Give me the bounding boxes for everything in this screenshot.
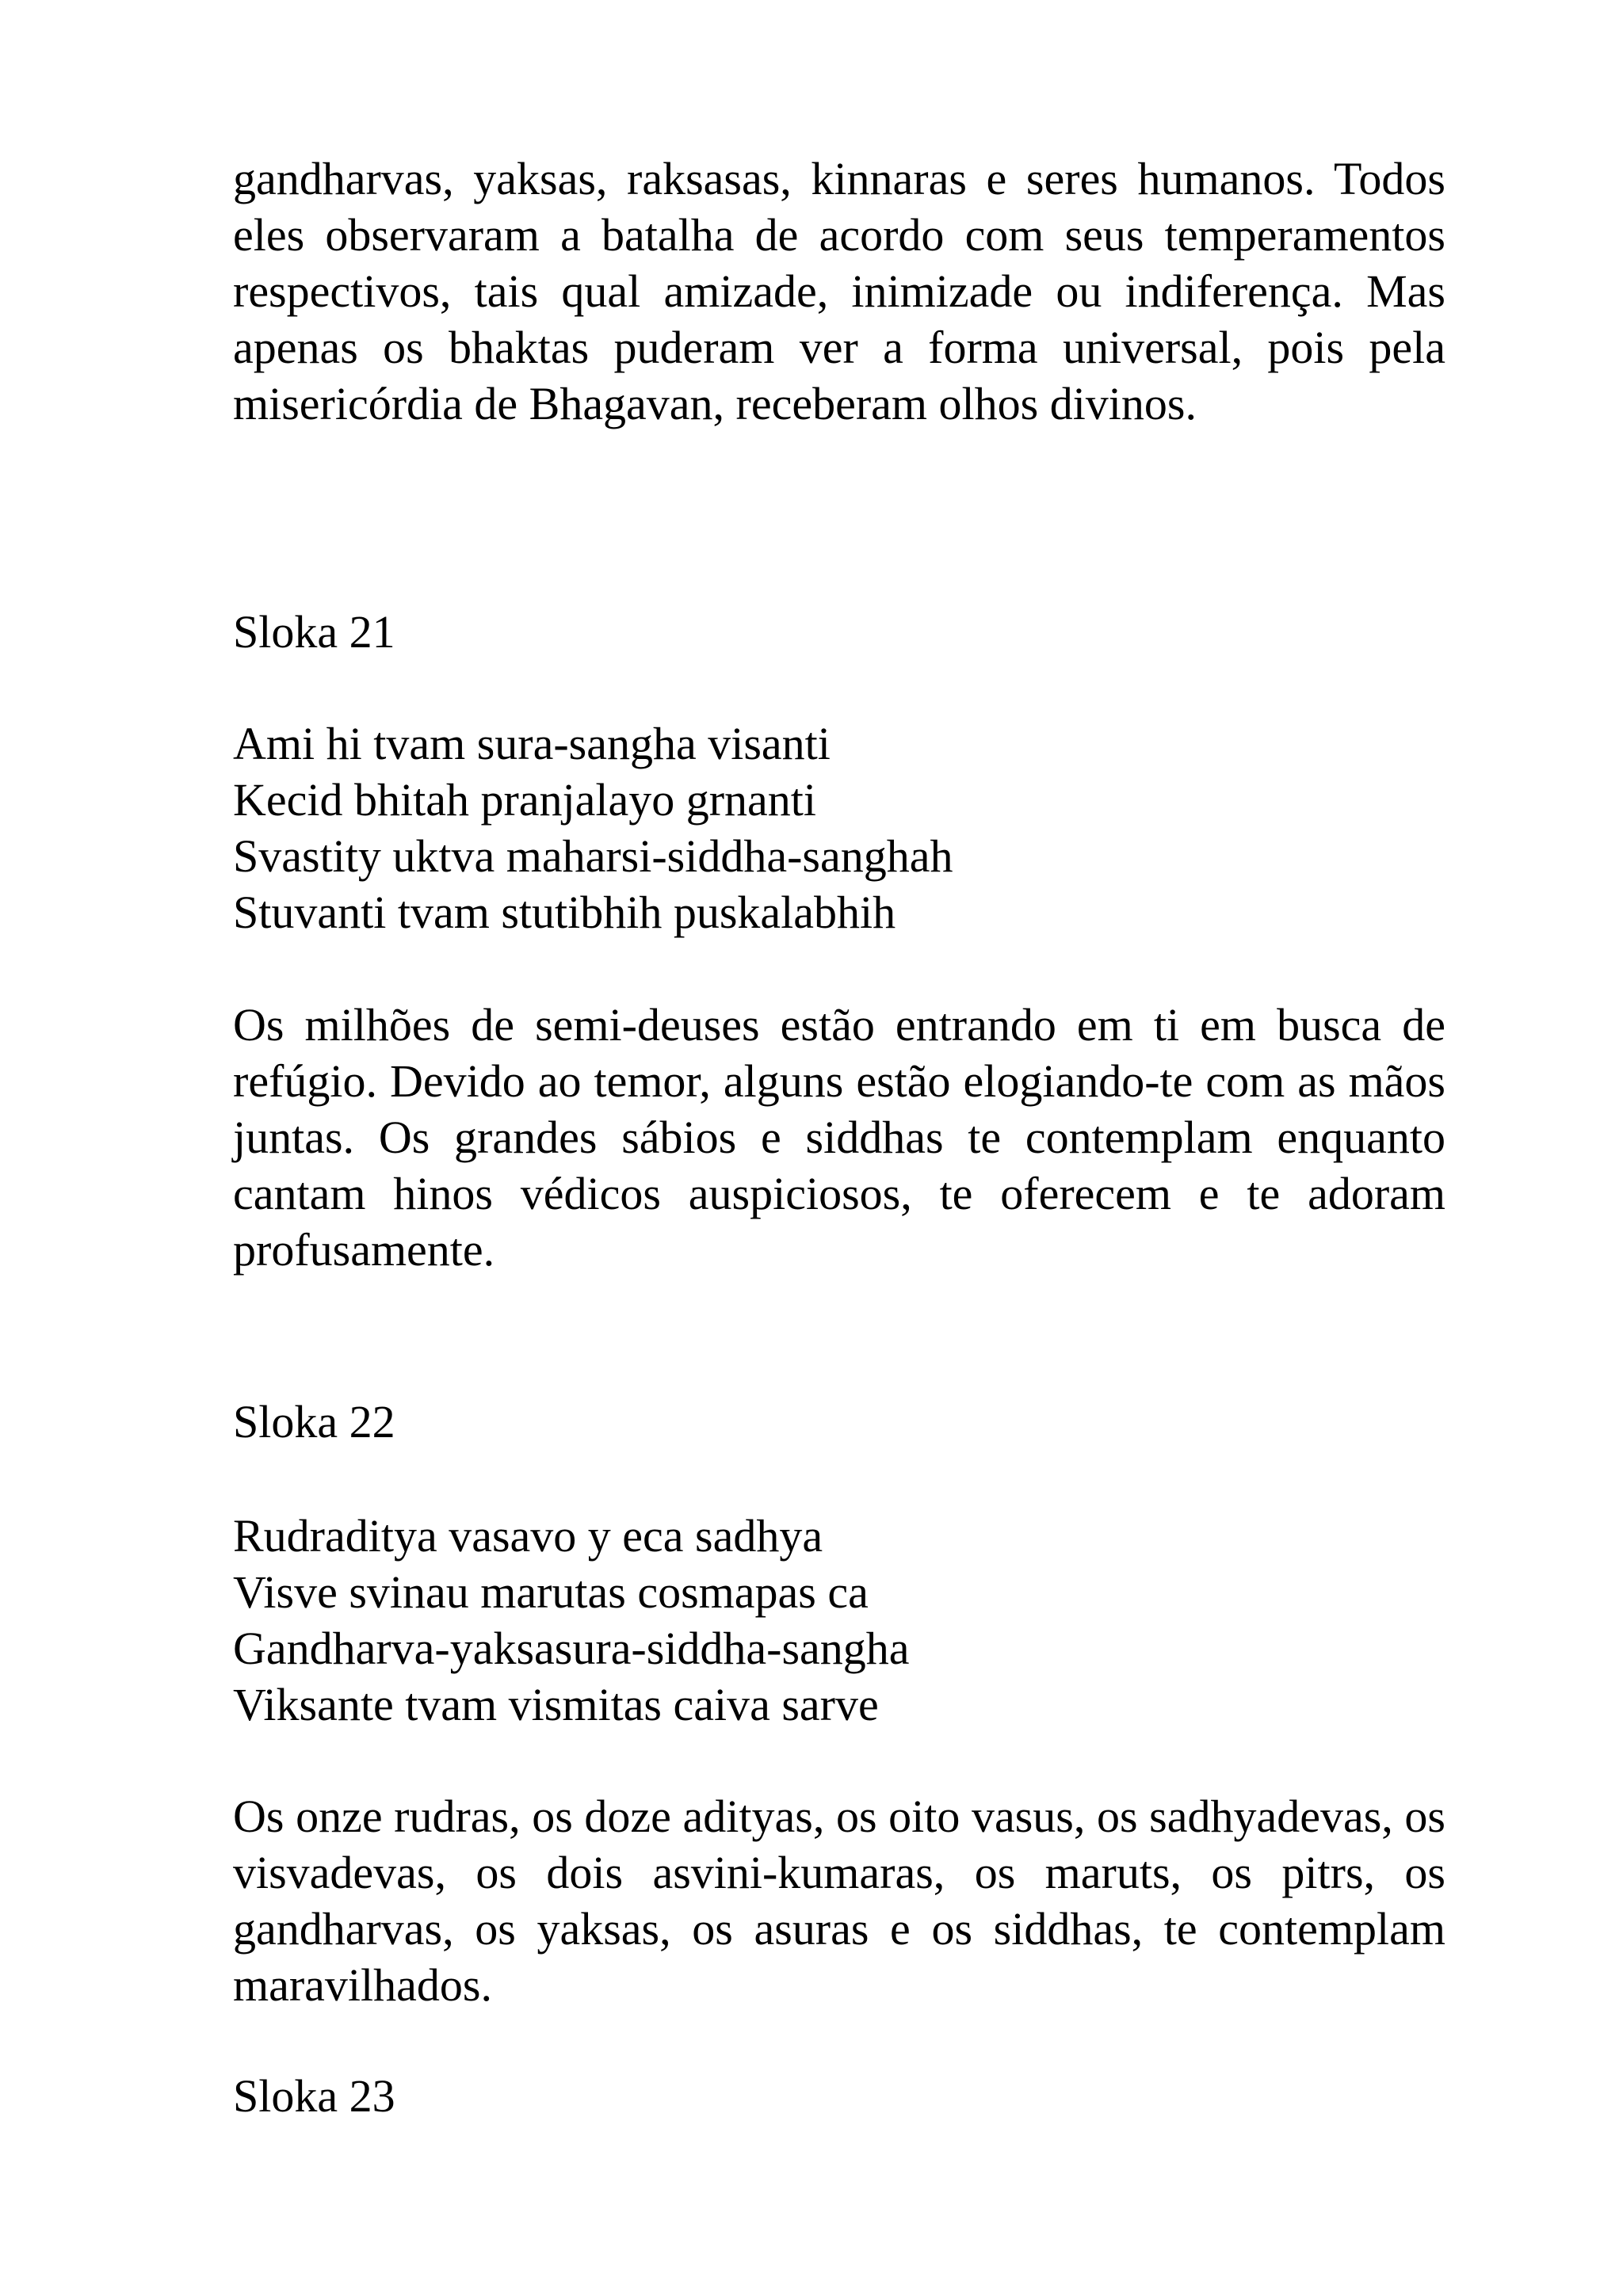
verse-line: Rudraditya vasavo y eca sadhya <box>233 1510 823 1562</box>
sloka-22-heading: Sloka 22 <box>233 1396 395 1447</box>
sloka-22-verse <box>233 1508 1445 1733</box>
sloka-23-heading: Sloka 23 <box>233 2070 395 2122</box>
sloka-21-heading: Sloka 21 <box>233 606 395 658</box>
verse-line: Viksante tvam vismitas caiva sarve <box>233 1679 879 1730</box>
sloka-22-translation: Os onze rudras, os doze adityas, os oito vasus, os sadhyadevas, os visvadevas, os dois asvini-kumaras, os maruts, os pitrs, os gandharvas, os yaksas, os asuras e os siddhas, te contemplam maravilhados. <box>233 1791 1445 2011</box>
verse-line: Visve svinau marutas cosmapas ca <box>233 1566 869 1618</box>
intro-paragraph: gandharvas, yaksas, raksasas, kinnaras e seres humanos. Todos eles observaram a batalha de acordo com seus temperamentos respectivos, tais qual amizade, inimizade ou indiferença. Mas apenas os bhaktas puderam ver a forma universal, pois pela misericórdia de Bhagavan, receberam olhos divinos. <box>233 153 1445 429</box>
sloka-21-verse <box>233 715 1445 940</box>
verse-line: Svastity uktva maharsi-siddha-sanghah <box>233 830 953 882</box>
verse-line: Kecid bhitah pranjalayo grnanti <box>233 774 817 826</box>
sloka-21-translation: Os milhões de semi-deuses estão entrando em ti em busca de refúgio. Devido ao temor, alguns estão elogiando-te com as mãos juntas. Os grandes sábios e siddhas te contemplam enquanto cantam hinos védicos auspiciosos, te oferecem e te adoram profusamente. <box>233 999 1445 1276</box>
verse-line: Ami hi tvam sura-sangha visanti <box>233 718 831 769</box>
verse-line: Gandharva-yaksasura-siddha-sangha <box>233 1623 910 1674</box>
verse-line: Stuvanti tvam stutibhih puskalabhih <box>233 887 896 938</box>
